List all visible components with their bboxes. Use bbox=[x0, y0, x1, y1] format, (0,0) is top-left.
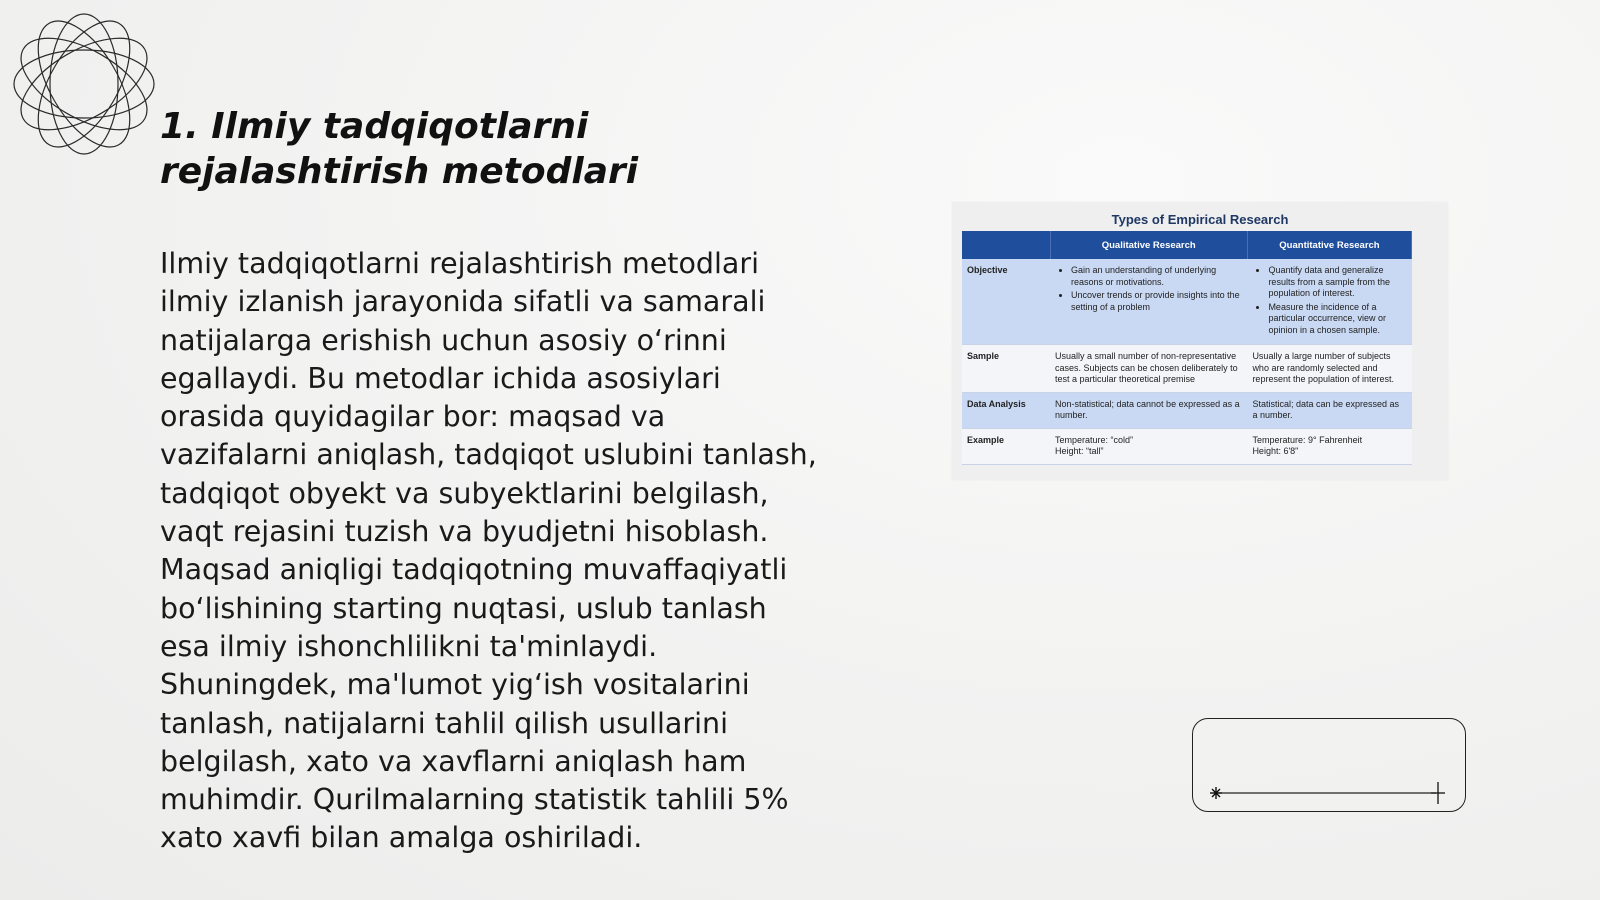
sparkle-star-icon bbox=[1210, 787, 1222, 799]
slide-title: 1. Ilmiy tadqiqotlarni rejalashtirish metodlari bbox=[160, 106, 639, 192]
row-label-example: Example bbox=[962, 428, 1050, 464]
table-header-quantitative: Quantitative Research bbox=[1247, 231, 1411, 259]
analysis-quantitative-cell: Statistical; data can be expressed as a number. bbox=[1247, 392, 1411, 428]
row-label-data-analysis: Data Analysis bbox=[962, 392, 1050, 428]
table-header-qualitative: Qualitative Research bbox=[1050, 231, 1247, 259]
objective-qualitative-cell bbox=[1050, 259, 1247, 345]
table-row-objective bbox=[962, 259, 1412, 345]
empirical-research-figure bbox=[952, 202, 1448, 480]
list-item: • Uncover trends or provide insights into the setting of a problem bbox=[1071, 290, 1242, 313]
table-row-example bbox=[962, 428, 1412, 464]
row-label-sample: Sample bbox=[962, 345, 1050, 393]
sample-qualitative-cell: Usually a small number of non-representative cases. Subjects can be chosen deliberately to test a particular theoretical premise bbox=[1050, 345, 1247, 393]
example-quant-temperature: Temperature: 9° Fahrenheit bbox=[1252, 434, 1363, 445]
example-qualitative-cell bbox=[1050, 428, 1247, 464]
slide-body-text: Ilmiy tadqiqotlarni rejalashtirish metodlari ilmiy izlanish jarayonida sifatli va samarali natijalarga erishish uchun asosiy o‘rinni egallaydi. Bu metodlar ichida asosiylari orasida quyidagilar bor: maqsad va vazifalarni aniqlash, tadqiqot uslubini tanlash, tadqiqot obyekt va subyektlarini belgilash, vaqt rejasini tuzish va byudjetni hisoblash. Maqsad aniqligi tadqiqotning muvaffaqiyatli bo‘lishining starting nuqtasi, uslub tanlash esa ilmiy ishonchlilikni ta'minlaydi. Shuningdek, ma'lumot yig‘ish vositalarini tanlash, natijalarni tahlil qilish usullarini belgilash, xato va xavflarni aniqlash ham muhimdir. Qurilmalarning statistik tahlili 5% xato xavfi bilan amalga oshiriladi. bbox=[160, 247, 817, 855]
figure-title: Types of Empirical Research bbox=[1111, 212, 1289, 227]
table-row-data-analysis bbox=[962, 392, 1412, 428]
spirograph-rings-icon bbox=[8, 8, 160, 160]
decorative-line bbox=[1210, 788, 1450, 798]
sample-quantitative-cell: Usually a large number of subjects who are randomly selected and represent the population of interest. bbox=[1247, 345, 1411, 393]
row-label-objective: Objective bbox=[962, 259, 1050, 345]
empirical-research-table bbox=[962, 231, 1412, 465]
analysis-qualitative-cell: Non-statistical; data cannot be expressed as a number. bbox=[1050, 392, 1247, 428]
list-item: • Measure the incidence of a particular occurrence, view or opinion in a chosen sample. bbox=[1268, 302, 1406, 337]
example-qual-temperature: Temperature: “cold” bbox=[1055, 434, 1134, 445]
table-row-sample bbox=[962, 345, 1412, 393]
table-header-empty bbox=[962, 231, 1050, 259]
list-item: • Gain an understanding of underlying reasons or motivations. bbox=[1071, 265, 1242, 288]
objective-quantitative-cell bbox=[1247, 259, 1411, 345]
example-qual-height: Height: “tall” bbox=[1055, 446, 1104, 456]
example-quant-height: Height: 6'8" bbox=[1252, 446, 1299, 456]
example-quantitative-cell bbox=[1247, 428, 1411, 464]
list-item: • Quantify data and generalize results from a sample from the population of interest. bbox=[1268, 265, 1406, 300]
